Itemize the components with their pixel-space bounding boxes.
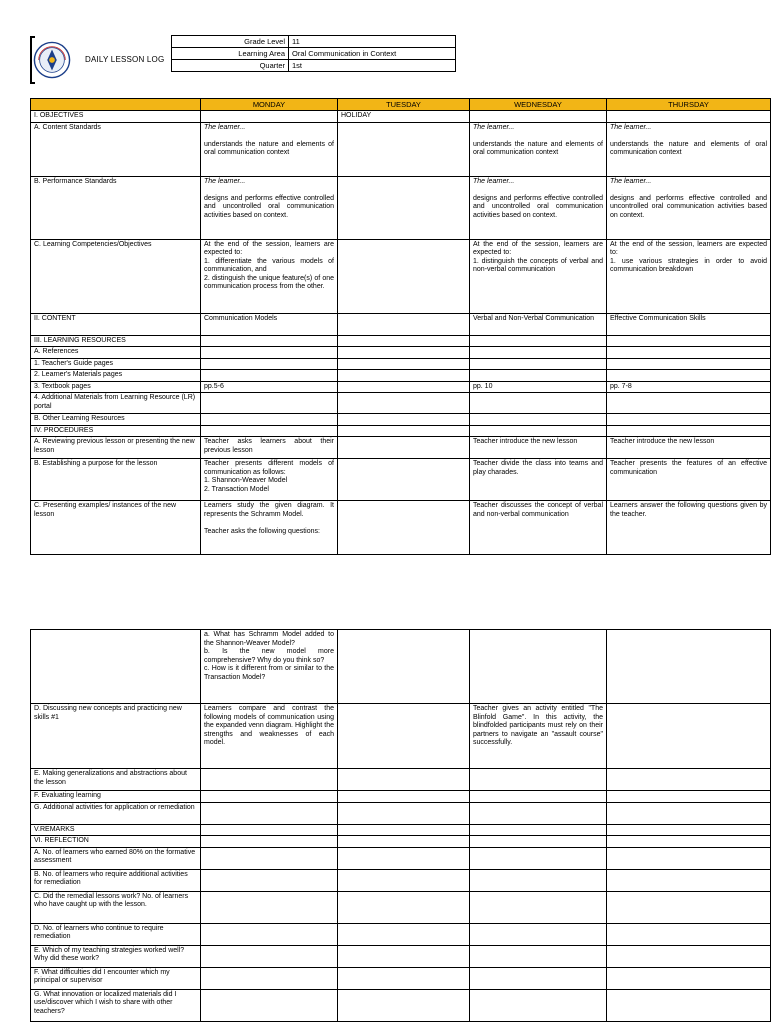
cell-tuesday — [338, 824, 470, 836]
row-label: I. OBJECTIVES — [31, 111, 201, 123]
cell-wednesday — [470, 989, 607, 1021]
cell-wednesday — [470, 769, 607, 791]
cell-monday — [201, 111, 338, 123]
cell-wednesday — [470, 891, 607, 923]
cell-monday: The learner... understands the nature and elements of oral communication context — [201, 122, 338, 176]
cell-wednesday — [470, 967, 607, 989]
table-row — [31, 945, 771, 967]
cell-wednesday — [470, 945, 607, 967]
cell-tuesday — [338, 122, 470, 176]
table-row — [31, 769, 771, 791]
cell-monday: At the end of the session, learners are expected to: 1. differentiate the various models of communication, and 2. distinguish the unique feature(s) of one communication process from the other. — [201, 239, 338, 313]
cell-wednesday: Teacher introduce the new lesson — [470, 437, 607, 459]
cell-wednesday — [470, 791, 607, 803]
cell-wednesday: pp. 10 — [470, 381, 607, 393]
cell-tuesday — [338, 802, 470, 824]
cell-tuesday — [338, 891, 470, 923]
cell-wednesday — [470, 836, 607, 848]
table-row — [31, 239, 771, 313]
header-field-row — [172, 48, 456, 60]
cell-monday — [201, 414, 338, 426]
cell-thursday — [607, 945, 771, 967]
cell-monday — [201, 847, 338, 869]
cell-thursday — [607, 111, 771, 123]
table-row — [31, 122, 771, 176]
row-label: C. Did the remedial lessons work? No. of learners who have caught up with the lesson. — [31, 891, 201, 923]
cell-tuesday — [338, 358, 470, 370]
row-label: B. No. of learners who require additional activities for remediation — [31, 869, 201, 891]
cell-wednesday: Teacher divide the class into teams and play charades. — [470, 459, 607, 501]
cell-tuesday — [338, 869, 470, 891]
cell-tuesday — [338, 347, 470, 359]
header-field-label: Grade Level — [172, 36, 289, 48]
cell-tuesday — [338, 414, 470, 426]
table-row — [31, 501, 771, 555]
cell-wednesday — [470, 923, 607, 945]
cell-monday: Teacher presents different models of communication as follows: 1. Shannon-Weaver Model 2. Transaction Model — [201, 459, 338, 501]
cell-tuesday — [338, 630, 470, 704]
cell-thursday — [607, 847, 771, 869]
lesson-log-table-page2 — [30, 629, 771, 1022]
table-row — [31, 370, 771, 382]
cell-wednesday — [470, 869, 607, 891]
row-label: B. Performance Standards — [31, 176, 201, 239]
cell-thursday: The learner... designs and performs effective controlled and uncontrolled oral communication activities based on context. — [607, 176, 771, 239]
row-label: C. Learning Competencies/Objectives — [31, 239, 201, 313]
row-label: A. Content Standards — [31, 122, 201, 176]
cell-monday: Teacher asks learners about their previous lesson — [201, 437, 338, 459]
cell-thursday — [607, 630, 771, 704]
cell-wednesday — [470, 358, 607, 370]
row-label: G. What innovation or localized materials did I use/discover which I wish to share with other teachers? — [31, 989, 201, 1021]
cell-monday — [201, 347, 338, 359]
cell-wednesday — [470, 630, 607, 704]
row-label: D. Discussing new concepts and practicing new skills #1 — [31, 704, 201, 769]
cell-tuesday — [338, 393, 470, 414]
cell-thursday — [607, 967, 771, 989]
cell-tuesday — [338, 459, 470, 501]
cell-thursday — [607, 989, 771, 1021]
cell-tuesday — [338, 425, 470, 437]
cell-monday — [201, 802, 338, 824]
cell-tuesday — [338, 967, 470, 989]
cell-tuesday — [338, 836, 470, 848]
cell-monday — [201, 945, 338, 967]
cell-wednesday — [470, 802, 607, 824]
row-label: E. Which of my teaching strategies worked well? Why did these work? — [31, 945, 201, 967]
cell-thursday — [607, 347, 771, 359]
cell-monday — [201, 370, 338, 382]
header-field-label: Learning Area — [172, 48, 289, 60]
cell-thursday: Teacher presents the features of an effective communication — [607, 459, 771, 501]
table-row — [31, 630, 771, 704]
row-label: II. CONTENT — [31, 313, 201, 335]
table-row — [31, 414, 771, 426]
row-label: IV. PROCEDURES — [31, 425, 201, 437]
cell-thursday — [607, 891, 771, 923]
cell-tuesday — [338, 769, 470, 791]
cell-wednesday — [470, 111, 607, 123]
row-label: F. Evaluating learning — [31, 791, 201, 803]
cell-tuesday — [338, 381, 470, 393]
cell-wednesday — [470, 370, 607, 382]
table-row — [31, 335, 771, 347]
header-field-row — [172, 60, 456, 72]
cell-tuesday — [338, 313, 470, 335]
row-label: VI. REFLECTION — [31, 836, 201, 848]
cell-tuesday — [338, 791, 470, 803]
header-field-value: Oral Communication in Context — [289, 48, 456, 60]
cell-monday: Learners study the given diagram. It represents the Schramm Model. Teacher asks the following questions: — [201, 501, 338, 555]
cell-tuesday — [338, 945, 470, 967]
row-label: B. Establishing a purpose for the lesson — [31, 459, 201, 501]
cell-monday — [201, 923, 338, 945]
cell-wednesday — [470, 847, 607, 869]
table-row — [31, 847, 771, 869]
row-label — [31, 630, 201, 704]
header-field-row — [172, 36, 456, 48]
table-row — [31, 704, 771, 769]
cell-wednesday: Teacher discusses the concept of verbal and non-verbal communication — [470, 501, 607, 555]
header-info-table — [171, 35, 456, 72]
header-field-value: 1st — [289, 60, 456, 72]
cell-thursday: The learner... understands the nature and elements of oral communication context — [607, 122, 771, 176]
row-label: 4. Additional Materials from Learning Resource (LR) portal — [31, 393, 201, 414]
cell-thursday — [607, 802, 771, 824]
day-header-monday: MONDAY — [201, 99, 338, 111]
table-row — [31, 836, 771, 848]
cell-wednesday — [470, 335, 607, 347]
day-header-row — [31, 99, 771, 111]
cell-monday: a. What has Schramm Model added to the Shannon-Weaver Model? b. Is the new model more comprehensive? Why do you think so? c. How is it different from or similar to the Transaction Model? — [201, 630, 338, 704]
day-header-thursday: THURSDAY — [607, 99, 771, 111]
header-field-value: 11 — [289, 36, 456, 48]
cell-thursday — [607, 923, 771, 945]
cell-monday — [201, 769, 338, 791]
table-row — [31, 358, 771, 370]
table-row — [31, 425, 771, 437]
row-label: 2. Learner's Materials pages — [31, 370, 201, 382]
cell-tuesday — [338, 239, 470, 313]
cell-thursday — [607, 824, 771, 836]
lesson-log-table-page1 — [30, 98, 771, 555]
cell-monday: Communication Models — [201, 313, 338, 335]
row-label: C. Presenting examples/ instances of the new lesson — [31, 501, 201, 555]
row-label: III. LEARNING RESOURCES — [31, 335, 201, 347]
table-row — [31, 459, 771, 501]
cell-thursday — [607, 769, 771, 791]
cell-thursday — [607, 414, 771, 426]
row-label: B. Other Learning Resources — [31, 414, 201, 426]
day-header-blank — [31, 99, 201, 111]
deped-seal-icon — [33, 41, 71, 79]
cell-wednesday: The learner... designs and performs effective controlled and uncontrolled oral communication activities based on context. — [470, 176, 607, 239]
table-row — [31, 313, 771, 335]
cell-monday — [201, 891, 338, 923]
cell-thursday: At the end of the session, learners are expected to: 1. use various strategies in order to avoid communication breakdown — [607, 239, 771, 313]
table-row — [31, 381, 771, 393]
cell-monday — [201, 335, 338, 347]
row-label: 1. Teacher's Guide pages — [31, 358, 201, 370]
cell-monday — [201, 425, 338, 437]
cell-thursday — [607, 836, 771, 848]
cell-wednesday — [470, 393, 607, 414]
cell-thursday — [607, 425, 771, 437]
cell-thursday: pp. 7-8 — [607, 381, 771, 393]
row-label: F. What difficulties did I encounter which my principal or supervisor — [31, 967, 201, 989]
cell-monday: pp.5-6 — [201, 381, 338, 393]
day-header-wednesday: WEDNESDAY — [470, 99, 607, 111]
cell-tuesday — [338, 847, 470, 869]
cell-tuesday — [338, 370, 470, 382]
cell-thursday: Learners answer the following questions given by the teacher. — [607, 501, 771, 555]
cell-monday: Learners compare and contrast the following models of communication using the expanded venn diagram. Highlight the strengths and weaknesses of each model. — [201, 704, 338, 769]
cell-thursday — [607, 704, 771, 769]
table-row — [31, 869, 771, 891]
cell-wednesday: At the end of the session, learners are expected to: 1. distinguish the concepts of verbal and non-verbal communication — [470, 239, 607, 313]
cell-tuesday — [338, 176, 470, 239]
cell-thursday — [607, 358, 771, 370]
row-label: D. No. of learners who continue to require remediation — [31, 923, 201, 945]
row-label: 3. Textbook pages — [31, 381, 201, 393]
cell-tuesday — [338, 704, 470, 769]
row-label: V.REMARKS — [31, 824, 201, 836]
table-row — [31, 176, 771, 239]
cell-wednesday — [470, 347, 607, 359]
cell-thursday — [607, 370, 771, 382]
cell-tuesday — [338, 923, 470, 945]
row-label: A. References — [31, 347, 201, 359]
cell-wednesday — [470, 414, 607, 426]
row-label: A. No. of learners who earned 80% on the formative assessment — [31, 847, 201, 869]
cell-wednesday — [470, 824, 607, 836]
cell-thursday: Teacher introduce the new lesson — [607, 437, 771, 459]
cell-thursday — [607, 393, 771, 414]
cell-tuesday — [338, 501, 470, 555]
cell-thursday — [607, 869, 771, 891]
cell-wednesday: Teacher gives an activity entitled "The Blinfold Game". In this activity, the blindfolded participants must rely on their partners to navigate an "assault course" successfully. — [470, 704, 607, 769]
cell-monday — [201, 989, 338, 1021]
cell-tuesday — [338, 335, 470, 347]
page-title: DAILY LESSON LOG — [85, 55, 165, 64]
table-row — [31, 393, 771, 414]
row-label: G. Additional activities for application or remediation — [31, 802, 201, 824]
header-field-label: Quarter — [172, 60, 289, 72]
cell-tuesday: HOLIDAY — [338, 111, 470, 123]
table-row — [31, 347, 771, 359]
cell-monday — [201, 358, 338, 370]
cell-thursday — [607, 335, 771, 347]
cell-wednesday — [470, 425, 607, 437]
row-label: E. Making generalizations and abstractions about the lesson — [31, 769, 201, 791]
cell-monday — [201, 824, 338, 836]
cell-monday: The learner... designs and performs effective controlled and uncontrolled oral communication activities based on context. — [201, 176, 338, 239]
cell-wednesday: Verbal and Non-Verbal Communication — [470, 313, 607, 335]
cell-monday — [201, 869, 338, 891]
cell-tuesday — [338, 989, 470, 1021]
cell-thursday — [607, 791, 771, 803]
row-label: A. Reviewing previous lesson or presenting the new lesson — [31, 437, 201, 459]
table-row — [31, 791, 771, 803]
table-row — [31, 802, 771, 824]
table-row — [31, 111, 771, 123]
table-row — [31, 824, 771, 836]
table-row — [31, 967, 771, 989]
cell-monday — [201, 393, 338, 414]
table-row — [31, 989, 771, 1021]
table-row — [31, 437, 771, 459]
cell-monday — [201, 791, 338, 803]
table-row — [31, 923, 771, 945]
table-row — [31, 891, 771, 923]
cell-tuesday — [338, 437, 470, 459]
cell-monday — [201, 967, 338, 989]
day-header-tuesday: TUESDAY — [338, 99, 470, 111]
cell-thursday: Effective Communication Skills — [607, 313, 771, 335]
cell-monday — [201, 836, 338, 848]
cell-wednesday: The learner... understands the nature and elements of oral communication context — [470, 122, 607, 176]
